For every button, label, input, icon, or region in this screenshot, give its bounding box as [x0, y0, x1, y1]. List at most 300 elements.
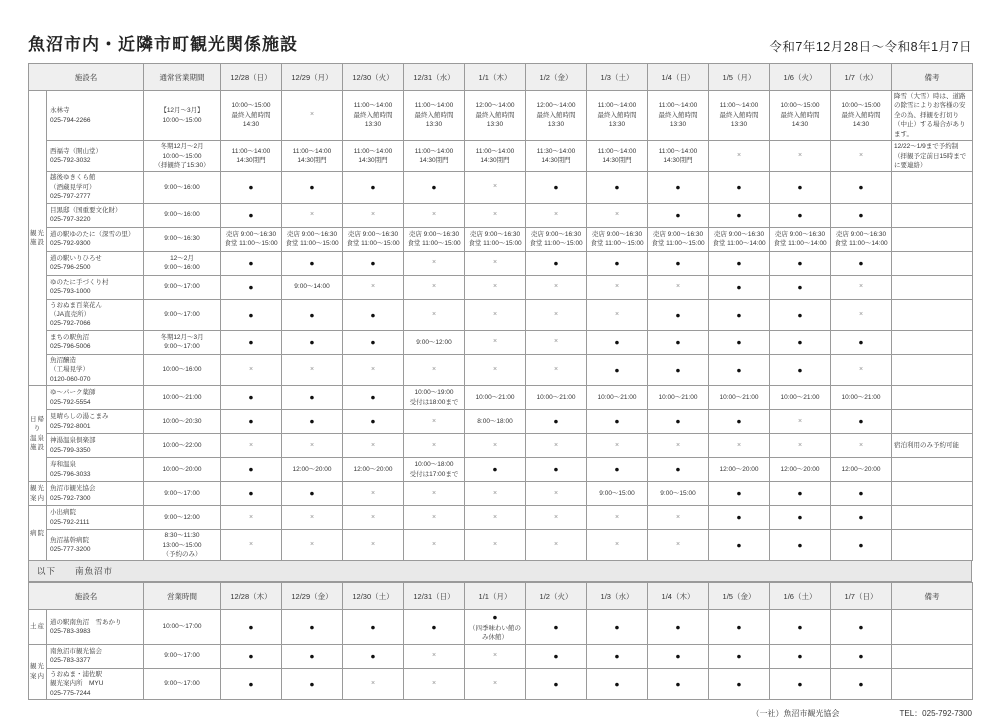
- open-marker: ●: [248, 257, 254, 268]
- facility-row: [29, 458, 973, 482]
- facility-name-cell: 魚沼市観光協会 025-792-7300: [47, 482, 144, 506]
- facility-row: [29, 610, 973, 644]
- closed-marker: ×: [492, 541, 498, 549]
- open-marker: ●: [797, 364, 803, 375]
- schedule-cell: [770, 330, 831, 354]
- closed-marker: ×: [248, 513, 254, 521]
- open-marker: ●: [370, 337, 376, 348]
- closed-marker: ×: [431, 679, 437, 687]
- schedule-cell: [587, 299, 648, 330]
- facility-name-cell: 魚沼醸造 （工場見学） 0120-060-070: [47, 354, 144, 385]
- closed-marker: ×: [431, 259, 437, 267]
- open-marker: ●: [553, 416, 559, 427]
- schedule-cell: [526, 434, 587, 458]
- schedule-cell: 12:00～20:00: [831, 458, 892, 482]
- closed-marker: ×: [553, 513, 559, 521]
- remarks-cell: [892, 644, 973, 668]
- schedule-cell: [221, 644, 282, 668]
- schedule-cell: [343, 172, 404, 203]
- facility-name-cell: 道の駅ゆのたに（深雪の里） 025-792-9300: [47, 227, 144, 251]
- section-divider-minamiuonuma: 以下 南魚沼市: [28, 561, 972, 582]
- schedule-cell: [770, 610, 831, 644]
- closed-marker: ×: [370, 513, 376, 521]
- closed-marker: ×: [309, 365, 315, 373]
- facility-row: [29, 275, 973, 299]
- schedule-cell: [221, 530, 282, 561]
- schedule-cell: [221, 668, 282, 699]
- remarks-cell: [892, 275, 973, 299]
- schedule-cell: 12:00～14:00 最終入館時間 13:30: [465, 91, 526, 141]
- open-marker: ●: [309, 416, 315, 427]
- facility-row: [29, 227, 973, 251]
- closed-marker: ×: [248, 441, 254, 449]
- closed-marker: ×: [553, 283, 559, 291]
- remarks-header: 備考: [892, 583, 973, 610]
- schedule-cell: 売店 9:00～16:30 食堂 11:00～15:00: [587, 227, 648, 251]
- closed-marker: ×: [858, 310, 864, 318]
- schedule-cell: 10:00～19:00 受付は18:00まで: [404, 386, 465, 410]
- facility-row: [29, 530, 973, 561]
- schedule-cell: 売店 9:00～16:30 食堂 11:00～14:00: [709, 227, 770, 251]
- schedule-cell: [465, 482, 526, 506]
- open-marker: ●: [248, 650, 254, 661]
- closed-marker: ×: [614, 310, 620, 318]
- schedule-cell: [709, 330, 770, 354]
- remarks-cell: [892, 227, 973, 251]
- closed-marker: ×: [431, 417, 437, 425]
- open-marker: ●: [248, 309, 254, 320]
- schedule-cell: [587, 610, 648, 644]
- open-marker: ●: [248, 416, 254, 427]
- open-marker: ●: [248, 678, 254, 689]
- schedule-cell: [831, 275, 892, 299]
- schedule-cell: [526, 299, 587, 330]
- open-marker: ●: [614, 464, 620, 475]
- schedule-cell: [587, 644, 648, 668]
- schedule-cell: [709, 172, 770, 203]
- open-marker: ●: [797, 512, 803, 523]
- schedule-cell: [221, 434, 282, 458]
- schedule-cell: [587, 172, 648, 203]
- group-label: 観光 施設: [29, 91, 47, 386]
- closed-marker: ×: [370, 365, 376, 373]
- schedule-cell: [465, 434, 526, 458]
- open-marker: ●: [553, 678, 559, 689]
- schedule-cell: [648, 275, 709, 299]
- schedule-cell: [526, 668, 587, 699]
- facility-name-header: 施設名: [29, 64, 144, 91]
- hours-cell: 9:00～16:00: [144, 172, 221, 203]
- schedule-cell: [831, 482, 892, 506]
- open-marker: ●: [614, 416, 620, 427]
- hours-header: 通常営業期間: [144, 64, 221, 91]
- hours-cell: 9:00～17:00: [144, 275, 221, 299]
- schedule-cell: [526, 251, 587, 275]
- hours-cell: 10:00～20:00: [144, 458, 221, 482]
- open-marker: ●: [309, 337, 315, 348]
- schedule-cell: [709, 141, 770, 172]
- closed-marker: ×: [431, 310, 437, 318]
- open-marker: ●: [309, 392, 315, 403]
- schedule-cell: [282, 386, 343, 410]
- schedule-cell: [709, 530, 770, 561]
- open-marker: ●: [858, 488, 864, 499]
- schedule-cell: [526, 330, 587, 354]
- schedule-cell: 9:00～12:00: [404, 330, 465, 354]
- schedule-cell: [404, 410, 465, 434]
- schedule-cell: [221, 610, 282, 644]
- open-marker: ●: [858, 209, 864, 220]
- open-marker: ●: [736, 540, 742, 551]
- date-column-header: 12/28（木）: [221, 583, 282, 610]
- schedule-cell: 11:00～14:00 14:30閉門: [465, 141, 526, 172]
- remarks-cell: 宿泊利用のみ予約可能: [892, 434, 973, 458]
- date-column-header: 1/1（月）: [465, 583, 526, 610]
- hours-cell: 8:30～11:30 13:00～15:00 （予約のみ）: [144, 530, 221, 561]
- closed-marker: ×: [614, 441, 620, 449]
- open-marker: ●: [797, 281, 803, 292]
- hours-cell: 10:00～17:00: [144, 610, 221, 644]
- schedule-cell: [282, 354, 343, 385]
- closed-marker: ×: [492, 365, 498, 373]
- schedule-cell: [831, 530, 892, 561]
- closed-marker: ×: [370, 211, 376, 219]
- schedule-cell: [587, 275, 648, 299]
- date-column-header: 1/3（土）: [587, 64, 648, 91]
- minamiuonuma-schedule-table-mount: [28, 582, 972, 700]
- schedule-cell: [648, 530, 709, 561]
- open-marker: ●: [675, 416, 681, 427]
- schedule-cell: 11:00～14:00 14:30閉門: [221, 141, 282, 172]
- open-marker: ●: [858, 540, 864, 551]
- open-marker: ●: [675, 309, 681, 320]
- facility-name-cell: 魚沼基幹病院 025-777-3200: [47, 530, 144, 561]
- schedule-cell: 売店 9:00～16:30 食堂 11:00～15:00: [282, 227, 343, 251]
- open-marker: ●: [553, 621, 559, 632]
- group-label: 観光 案内: [29, 482, 47, 506]
- remarks-header: 備考: [892, 64, 973, 91]
- schedule-cell: [343, 668, 404, 699]
- remarks-cell: [892, 458, 973, 482]
- schedule-cell: 9:00～15:00: [648, 482, 709, 506]
- schedule-cell: [526, 610, 587, 644]
- schedule-cell: [648, 458, 709, 482]
- schedule-cell: [343, 386, 404, 410]
- document-header: [28, 30, 972, 55]
- schedule-cell: [221, 172, 282, 203]
- open-marker: ●: [309, 488, 315, 499]
- date-column-header: 1/4（木）: [648, 583, 709, 610]
- hours-cell: 【12月～3月】 10:00～15:00: [144, 91, 221, 141]
- schedule-cell: 10:00～21:00: [648, 386, 709, 410]
- schedule-cell: [709, 668, 770, 699]
- schedule-cell: [465, 354, 526, 385]
- closed-marker: ×: [431, 283, 437, 291]
- open-marker: ●: [858, 257, 864, 268]
- schedule-cell: [770, 530, 831, 561]
- schedule-cell: [770, 644, 831, 668]
- schedule-cell: [526, 458, 587, 482]
- schedule-cell: [587, 434, 648, 458]
- schedule-cell: [770, 251, 831, 275]
- facility-row: [29, 668, 973, 699]
- open-marker: ●: [614, 364, 620, 375]
- date-column-header: 1/5（月）: [709, 64, 770, 91]
- facility-name-cell: 永林寺 025-794-2266: [47, 91, 144, 141]
- schedule-cell: [648, 644, 709, 668]
- remarks-cell: [892, 299, 973, 330]
- closed-marker: ×: [553, 541, 559, 549]
- date-column-header: 1/3（水）: [587, 583, 648, 610]
- schedule-cell: [831, 330, 892, 354]
- schedule-cell: [770, 434, 831, 458]
- schedule-cell: [343, 506, 404, 530]
- facility-row: [29, 354, 973, 385]
- schedule-cell: [770, 172, 831, 203]
- open-marker: ●: [675, 650, 681, 661]
- closed-marker: ×: [370, 489, 376, 497]
- open-marker: ●: [797, 621, 803, 632]
- closed-marker: ×: [309, 513, 315, 521]
- facility-row: [29, 482, 973, 506]
- closed-marker: ×: [492, 441, 498, 449]
- schedule-cell: 10:00～15:00 最終入館時間 14:30: [221, 91, 282, 141]
- closed-marker: ×: [492, 489, 498, 497]
- open-marker: ●: [309, 621, 315, 632]
- remarks-cell: [892, 668, 973, 699]
- facility-name-cell: 道の駅南魚沼 雪あかり 025-783-3983: [47, 610, 144, 644]
- open-marker: ●: [553, 464, 559, 475]
- open-marker: ●: [492, 464, 498, 475]
- schedule-cell: [648, 434, 709, 458]
- schedule-cell: [282, 434, 343, 458]
- schedule-cell: 12:00～14:00 最終入館時間 13:30: [526, 91, 587, 141]
- schedule-cell: [404, 172, 465, 203]
- schedule-cell: [709, 354, 770, 385]
- closed-marker: ×: [309, 441, 315, 449]
- page-title: 魚沼市内・近隣市町観光関係施設: [28, 35, 298, 54]
- closed-marker: ×: [797, 417, 803, 425]
- closed-marker: ×: [553, 489, 559, 497]
- schedule-cell: 9:00～14:00: [282, 275, 343, 299]
- closed-marker: ×: [309, 111, 315, 119]
- facility-row: [29, 251, 973, 275]
- facility-name-cell: 目黒邸（国重要文化財） 025-797-3220: [47, 203, 144, 227]
- schedule-cell: [343, 251, 404, 275]
- open-marker: ●: [675, 364, 681, 375]
- schedule-cell: [221, 458, 282, 482]
- schedule-cell: [587, 203, 648, 227]
- schedule-cell: [709, 506, 770, 530]
- schedule-cell: [587, 251, 648, 275]
- date-column-header: 12/30（火）: [343, 64, 404, 91]
- schedule-cell: [831, 172, 892, 203]
- closed-marker: ×: [370, 541, 376, 549]
- date-column-header: 1/1（木）: [465, 64, 526, 91]
- schedule-cell: [709, 482, 770, 506]
- facility-name-cell: 神湯温泉倶楽部 025-799-3350: [47, 434, 144, 458]
- open-marker: ●: [431, 182, 437, 193]
- open-marker: ●: [309, 678, 315, 689]
- closed-marker: ×: [736, 152, 742, 160]
- schedule-cell: [343, 610, 404, 644]
- open-marker: ●: [797, 309, 803, 320]
- closed-marker: ×: [675, 441, 681, 449]
- open-marker: ●: [614, 182, 620, 193]
- schedule-cell: [709, 299, 770, 330]
- closed-marker: ×: [797, 441, 803, 449]
- schedule-cell: 売店 9:00～16:30 食堂 11:00～15:00: [221, 227, 282, 251]
- open-marker: ●: [370, 416, 376, 427]
- schedule-cell: [648, 506, 709, 530]
- schedule-cell: [221, 299, 282, 330]
- schedule-cell: 11:00～14:00 最終入館時間 13:30: [587, 91, 648, 141]
- remarks-cell: 降雪（大雪）時は、道路の除雪によりお客様の安全の為、拝観を打切り（中止）する場合があります。: [892, 91, 973, 141]
- schedule-cell: [648, 172, 709, 203]
- schedule-cell: [648, 251, 709, 275]
- remarks-cell: [892, 410, 973, 434]
- schedule-cell: [770, 668, 831, 699]
- open-marker: ●: [736, 337, 742, 348]
- schedule-cell: 11:00～14:00 14:30閉門: [343, 141, 404, 172]
- closed-marker: ×: [431, 441, 437, 449]
- schedule-cell: 11:00～14:00 14:30閉門: [648, 141, 709, 172]
- open-marker: ●: [370, 392, 376, 403]
- group-label: 土産: [29, 610, 47, 644]
- schedule-cell: [343, 530, 404, 561]
- open-marker: ●: [370, 650, 376, 661]
- footer-telephone: TEL：025-792-7300: [899, 708, 972, 718]
- schedule-cell: [343, 330, 404, 354]
- schedule-cell: 10:00～21:00: [770, 386, 831, 410]
- schedule-cell: [831, 434, 892, 458]
- group-label: 病院: [29, 506, 47, 561]
- schedule-cell: 11:00～14:00 14:30閉門: [282, 141, 343, 172]
- closed-marker: ×: [492, 338, 498, 346]
- open-marker: ●: [675, 257, 681, 268]
- schedule-cell: [343, 410, 404, 434]
- open-marker: ●: [858, 337, 864, 348]
- facility-row: [29, 644, 973, 668]
- facility-row: [29, 299, 973, 330]
- schedule-cell: [831, 141, 892, 172]
- schedule-cell: [343, 203, 404, 227]
- schedule-cell: [404, 299, 465, 330]
- facility-name-cell: ゆのたに手づくり村 025-793-1000: [47, 275, 144, 299]
- open-marker: ●: [248, 464, 254, 475]
- schedule-cell: [343, 354, 404, 385]
- schedule-cell: [526, 506, 587, 530]
- open-marker: ●: [248, 281, 254, 292]
- facility-row: [29, 172, 973, 203]
- open-marker: ●: [797, 182, 803, 193]
- schedule-cell: [404, 203, 465, 227]
- closed-marker: ×: [370, 679, 376, 687]
- schedule-cell: [465, 458, 526, 482]
- schedule-cell: [709, 610, 770, 644]
- open-marker: ●: [736, 621, 742, 632]
- schedule-cell: [831, 668, 892, 699]
- open-marker: ●: [736, 512, 742, 523]
- closed-marker: ×: [553, 441, 559, 449]
- open-marker: ●: [614, 337, 620, 348]
- schedule-cell: 10:00～21:00: [587, 386, 648, 410]
- hours-cell: 9:00～17:00: [144, 668, 221, 699]
- schedule-cell: [221, 482, 282, 506]
- open-marker: ●: [370, 309, 376, 320]
- facility-row: [29, 141, 973, 172]
- closed-marker: ×: [492, 310, 498, 318]
- hours-cell: 9:00～16:00: [144, 203, 221, 227]
- schedule-cell: ● （四季味わい館のみ休館）: [465, 610, 526, 644]
- schedule-cell: [831, 251, 892, 275]
- closed-marker: ×: [492, 283, 498, 291]
- open-marker: ●: [675, 464, 681, 475]
- closed-marker: ×: [553, 338, 559, 346]
- schedule-cell: [831, 203, 892, 227]
- closed-marker: ×: [309, 541, 315, 549]
- schedule-cell: [465, 530, 526, 561]
- schedule-cell: 10:00～15:00 最終入館時間 14:30: [770, 91, 831, 141]
- schedule-cell: [465, 506, 526, 530]
- schedule-cell: [648, 299, 709, 330]
- open-marker: ●: [431, 621, 437, 632]
- open-marker: ●: [797, 209, 803, 220]
- open-marker: ●: [675, 621, 681, 632]
- closed-marker: ×: [370, 441, 376, 449]
- schedule-cell: 11:00～14:00 最終入館時間 13:30: [709, 91, 770, 141]
- closed-marker: ×: [370, 283, 376, 291]
- facility-name-cell: うおぬま・浦佐駅 観光案内所 MYU 025-775-7244: [47, 668, 144, 699]
- schedule-cell: [282, 668, 343, 699]
- schedule-cell: [526, 354, 587, 385]
- open-marker: ●: [858, 650, 864, 661]
- schedule-cell: [526, 275, 587, 299]
- date-column-header: 1/2（金）: [526, 64, 587, 91]
- open-marker: ●: [614, 650, 620, 661]
- closed-marker: ×: [614, 283, 620, 291]
- closed-marker: ×: [675, 513, 681, 521]
- schedule-cell: [770, 299, 831, 330]
- schedule-cell: [282, 330, 343, 354]
- schedule-cell: [465, 275, 526, 299]
- schedule-cell: 売店 9:00～16:30 食堂 11:00～15:00: [465, 227, 526, 251]
- schedule-cell: [282, 530, 343, 561]
- schedule-cell: [709, 434, 770, 458]
- group-label: 観光 案内: [29, 644, 47, 699]
- schedule-cell: [221, 275, 282, 299]
- date-column-header: 1/2（火）: [526, 583, 587, 610]
- schedule-cell: [221, 410, 282, 434]
- schedule-cell: [404, 506, 465, 530]
- schedule-cell: 11:00～14:00 最終入館時間 13:30: [404, 91, 465, 141]
- header-row: [29, 583, 973, 610]
- schedule-cell: 10:00～21:00: [465, 386, 526, 410]
- closed-marker: ×: [431, 652, 437, 660]
- schedule-cell: 売店 9:00～16:30 食堂 11:00～15:00: [404, 227, 465, 251]
- remarks-cell: [892, 506, 973, 530]
- schedule-cell: 12:00～20:00: [282, 458, 343, 482]
- open-marker: ●: [614, 678, 620, 689]
- schedule-cell: [648, 203, 709, 227]
- schedule-cell: [404, 610, 465, 644]
- schedule-cell: [465, 330, 526, 354]
- schedule-cell: 売店 9:00～16:30 食堂 11:00～15:00: [343, 227, 404, 251]
- hours-cell: 10:00～16:00: [144, 354, 221, 385]
- schedule-cell: [526, 172, 587, 203]
- remarks-cell: [892, 530, 973, 561]
- schedule-cell: [587, 506, 648, 530]
